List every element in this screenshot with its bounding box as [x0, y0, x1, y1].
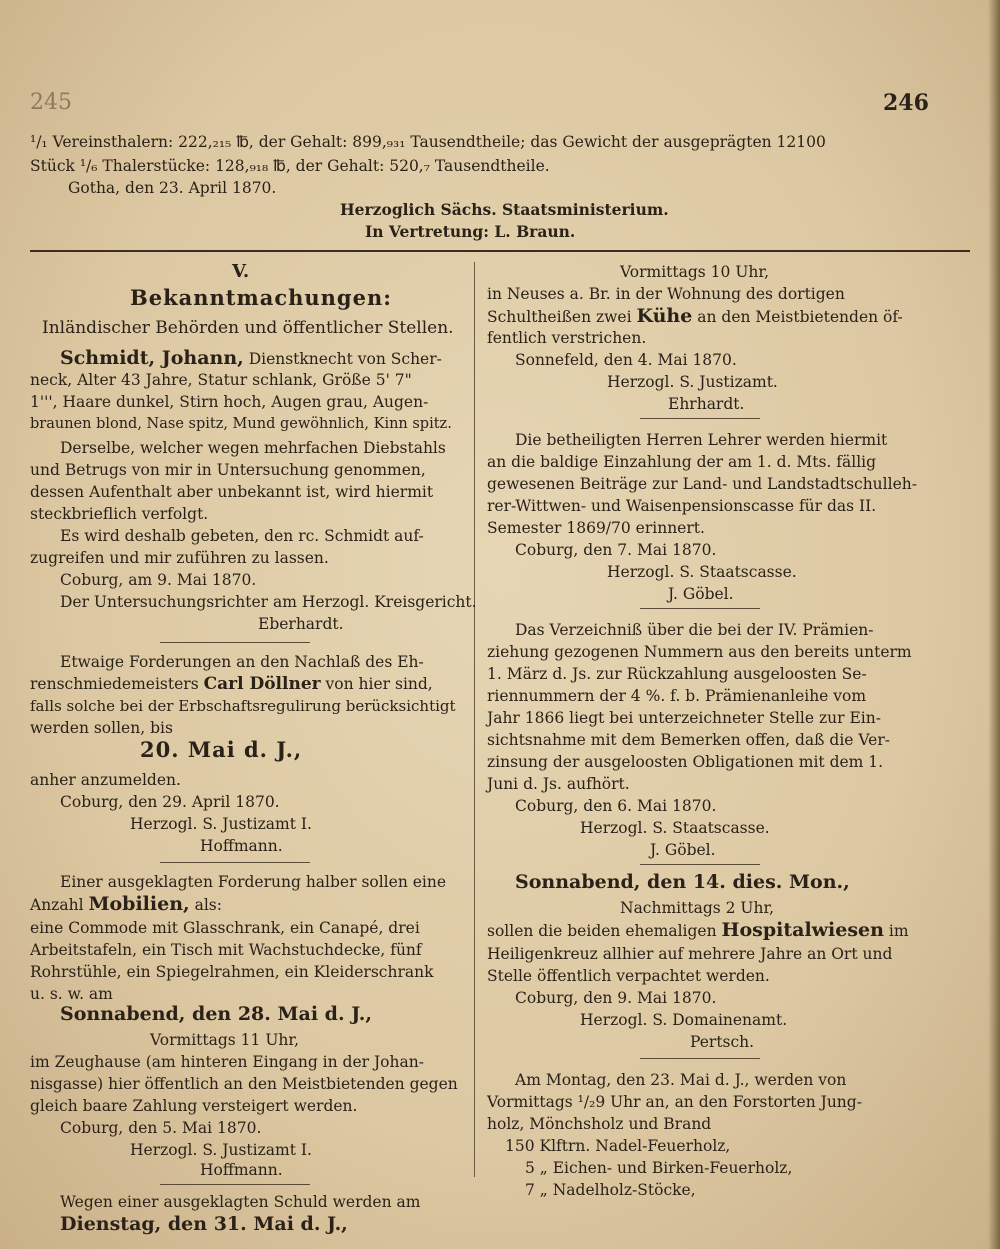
notice-mobilien-day: Sonnabend, den 28. Mai d. J., [60, 1003, 372, 1025]
notice-lehrer-line: Die betheiligten Herren Lehrer werden hiermit [515, 431, 888, 449]
notice-mobilien-signature-name: Hoffmann. [200, 1161, 283, 1179]
notice-praemien-line: Jahr 1866 liegt bei unterzeichneter Stelle zur Ein- [487, 709, 881, 727]
header-rule [30, 250, 970, 252]
notice-schmidt-line: dessen Aufenthalt aber unbekannt ist, wird hiermit [30, 483, 434, 501]
notice-hospital-signature-name: Pertsch. [690, 1033, 755, 1051]
column-separator [474, 262, 475, 1177]
notice-kuehe-signature: Herzogl. S. Justizamt. [607, 373, 778, 391]
notice-mobilien-line: Einer ausgeklagten Forderung halber sollen eine [60, 873, 447, 891]
notice-doellner-date: Coburg, den 29. April 1870. [60, 793, 280, 811]
notice-mobilien-line: u. s. w. am [30, 985, 113, 1003]
notice-doellner-signature-name: Hoffmann. [200, 837, 283, 855]
notice-holz-item: 5 „ Eichen- und Birken-Feuerholz, [525, 1159, 793, 1177]
notice-schmidt-signature: Der Untersuchungsrichter am Herzogl. Kreisgericht. [60, 593, 477, 611]
notice-schmidt-line: 1''', Haare dunkel, Stirn hoch, Augen grau, Augen- [30, 393, 429, 411]
notice-hospital-line: Heiligenkreuz allhier auf mehrere Jahre an Ort und [487, 945, 893, 963]
notice-holz-line: Vormittags ¹/₂9 Uhr an, an den Forstorten Jung- [487, 1093, 862, 1111]
notice-doellner-deadline: 20. Mai d. J., [140, 737, 303, 762]
notice-doellner-line: falls solche bei der Erbschaftsregulirung berücksichtigt [30, 697, 456, 715]
notice-mobilien-line: im Zeughause (am hinteren Eingang in der Johan- [30, 1053, 424, 1071]
page-edge-shadow [988, 0, 1000, 1249]
page-number-left: 245 [30, 90, 72, 115]
notice-lehrer-line: rer-Wittwen- und Waisenpensionscasse für das II. [487, 497, 877, 515]
notice-doellner-line: werden sollen, bis [30, 719, 173, 737]
notice-holz-item: 150 Klftrn. Nadel-Feuerholz, [505, 1137, 731, 1155]
notice-praemien-date: Coburg, den 6. Mai 1870. [515, 797, 717, 815]
notice-kuehe-signature-name: Ehrhardt. [668, 395, 745, 413]
notice-doellner-line: Etwaige Forderungen an den Nachlaß des Eh- [60, 653, 424, 671]
notice-lehrer-line: an die baldige Einzahlung der am 1. d. Mts. fällig [487, 453, 877, 471]
notice-schmidt-line: und Betrugs von mir in Untersuchung genommen, [30, 461, 426, 479]
notice-holz-line: Am Montag, den 23. Mai d. J., werden von [515, 1071, 847, 1089]
notice-praemien-signature: Herzogl. S. Staatscasse. [580, 819, 770, 837]
header-line-2: Stück ¹/₆ Thalerstücke: 128,₉₁₈ ℔, der Gehalt: 520,₇ Tausendtheile. [30, 157, 550, 175]
notice-praemien-line: sichtsnahme mit dem Bemerken offen, daß die Ver- [487, 731, 890, 749]
notice-schmidt-line: Derselbe, welcher wegen mehrfachen Diebstahls [60, 439, 446, 457]
notice-doellner-signature: Herzogl. S. Justizamt I. [130, 815, 312, 833]
notice-praemien-line: riennummern der 4 %. f. b. Prämienanleihe vom [487, 687, 867, 705]
notice-mobilien-line: Anzahl Mobilien, als: [30, 893, 222, 915]
page-number-right: 246 [883, 90, 929, 116]
notice-schmidt-line: steckbrieflich verfolgt. [30, 505, 209, 523]
divider [160, 862, 310, 863]
notice-hospital-line: Stelle öffentlich verpachtet werden. [487, 967, 770, 985]
notice-doellner-line: renschmiedemeisters Carl Döllner von hier sind, [30, 674, 433, 694]
section-number: V. [232, 261, 250, 282]
notice-praemien-signature-name: J. Göbel. [650, 841, 716, 859]
notice-kuehe-time: Vormittags 10 Uhr, [620, 263, 769, 281]
notice-schmidt-line: neck, Alter 43 Jahre, Statur schlank, Größe 5' 7" [30, 371, 412, 389]
notice-hospital-signature: Herzogl. S. Domainenamt. [580, 1011, 788, 1029]
notice-kuehe-date: Sonnefeld, den 4. Mai 1870. [515, 351, 737, 369]
notice-schuld-day: Dienstag, den 31. Mai d. J., [60, 1213, 348, 1235]
header-date: Gotha, den 23. April 1870. [68, 179, 277, 197]
notice-schmidt-line: braunen blond, Nase spitz, Mund gewöhnlich, Kinn spitz. [30, 416, 452, 432]
notice-praemien-line: zinsung der ausgeloosten Obligationen mit dem 1. [487, 753, 884, 771]
notice-lehrer-date: Coburg, den 7. Mai 1870. [515, 541, 717, 559]
notice-schmidt-line: Es wird deshalb gebeten, den rc. Schmidt auf- [60, 527, 424, 545]
header-line-1: ¹/₁ Vereinsthalern: 222,₂₁₅ ℔, der Gehalt: 899,₉₃₁ Tausendtheile; das Gewicht der ausgeprägten 12100 [30, 133, 826, 151]
notice-mobilien-line: Arbeitstafeln, ein Tisch mit Wachstuchdecke, fünf [30, 941, 422, 959]
section-heading: Bekanntmachungen: [130, 285, 392, 310]
notice-hospital-line: sollen die beiden ehemaligen Hospitalwiesen im [487, 919, 909, 941]
header-signature-1: Herzoglich Sächs. Staatsministerium. [340, 200, 669, 219]
notice-mobilien-line: gleich baare Zahlung versteigert werden. [30, 1097, 358, 1115]
notice-schmidt: Schmidt, Johann, Dienstknecht von Scher- [60, 347, 442, 369]
notice-mobilien-line: Rohrstühle, ein Spiegelrahmen, ein Kleiderschrank [30, 963, 434, 981]
divider [160, 642, 310, 643]
notice-praemien-line: Das Verzeichniß über die bei der IV. Prämien- [515, 621, 874, 639]
divider [640, 608, 760, 609]
notice-lehrer-signature: Herzogl. S. Staatscasse. [607, 563, 797, 581]
notice-mobilien-line: nisgasse) hier öffentlich an den Meistbietenden gegen [30, 1075, 458, 1093]
divider [640, 418, 760, 419]
notice-schmidt-line: zugreifen und mir zuführen zu lassen. [30, 549, 329, 567]
notice-praemien-line: ziehung gezogenen Nummern aus den bereits unterm [487, 643, 912, 661]
notice-lehrer-line: Semester 1869/70 erinnert. [487, 519, 705, 537]
notice-kuehe-line: Schultheißen zwei Kühe an den Meistbietenden öf- [487, 305, 903, 327]
divider [640, 864, 760, 865]
notice-holz-line: holz, Mönchsholz und Brand [487, 1115, 712, 1133]
notice-doellner-line: anher anzumelden. [30, 771, 181, 789]
notice-praemien-line: Juni d. Js. aufhört. [487, 775, 630, 793]
notice-schmidt-date: Coburg, am 9. Mai 1870. [60, 571, 257, 589]
divider [160, 1184, 310, 1185]
notice-holz-item: 7 „ Nadelholz-Stöcke, [525, 1181, 696, 1199]
notice-kuehe-line: fentlich verstrichen. [487, 329, 647, 347]
notice-hospital-time: Nachmittags 2 Uhr, [620, 899, 775, 917]
notice-mobilien-time: Vormittags 11 Uhr, [150, 1031, 299, 1049]
notice-schuld-line: Wegen einer ausgeklagten Schuld werden am [60, 1193, 421, 1211]
divider [640, 1058, 760, 1059]
notice-hospital-day: Sonnabend, den 14. dies. Mon., [515, 871, 850, 893]
header-signature-2: In Vertretung: L. Braun. [365, 222, 576, 241]
notice-lehrer-signature-name: J. Göbel. [668, 585, 734, 603]
notice-lehrer-line: gewesenen Beiträge zur Land- und Landstadtschulleh- [487, 475, 917, 493]
notice-schmidt-signature-name: Eberhardt. [258, 615, 344, 633]
notice-hospital-date: Coburg, den 9. Mai 1870. [515, 989, 717, 1007]
notice-mobilien-signature: Herzogl. S. Justizamt I. [130, 1141, 312, 1159]
notice-mobilien-date: Coburg, den 5. Mai 1870. [60, 1119, 262, 1137]
section-subheading: Inländischer Behörden und öffentlicher Stellen. [42, 318, 454, 338]
notice-praemien-line: 1. März d. Js. zur Rückzahlung ausgeloosten Se- [487, 665, 867, 683]
notice-mobilien-line: eine Commode mit Glasschrank, ein Canapé, drei [30, 919, 420, 937]
notice-kuehe-line: in Neuses a. Br. in der Wohnung des dortigen [487, 285, 845, 303]
